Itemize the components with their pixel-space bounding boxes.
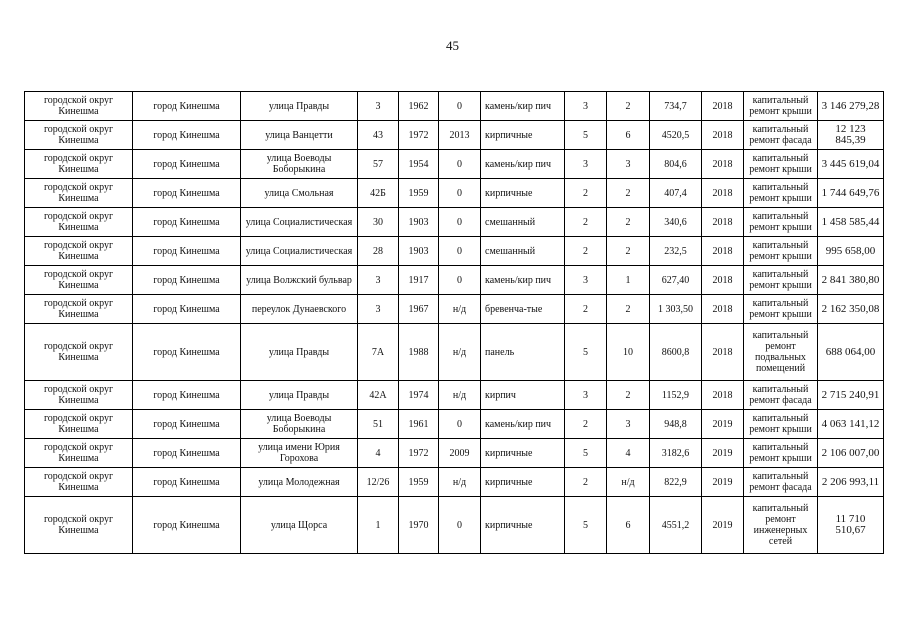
cell-house: 4 [358, 439, 399, 468]
cell-plan-year: 2018 [702, 208, 744, 237]
cell-house: 57 [358, 150, 399, 179]
cell-floors: 5 [565, 324, 607, 381]
cell-wall-material: камень/кир пич [481, 92, 565, 121]
cell-area: 3182,6 [650, 439, 702, 468]
cell-wall-material: смешанный [481, 237, 565, 266]
cell-house: 3 [358, 295, 399, 324]
cell-plan-year: 2019 [702, 439, 744, 468]
table-row [25, 439, 884, 468]
cell-street: улица Волжский бульвар [241, 266, 358, 295]
cell-area: 734,7 [650, 92, 702, 121]
cell-year-renovated: 0 [439, 208, 481, 237]
cell-settlement: город Кинешма [133, 121, 241, 150]
cell-district: городской округ Кинешма [25, 324, 133, 381]
table-row [25, 208, 884, 237]
cell-district: городской округ Кинешма [25, 266, 133, 295]
cell-cost: 1 458 585,44 [818, 208, 884, 237]
cell-area: 407,4 [650, 179, 702, 208]
cell-settlement: город Кинешма [133, 237, 241, 266]
cell-area: 232,5 [650, 237, 702, 266]
cell-year-built: 1970 [399, 497, 439, 554]
cell-entrances: 2 [607, 381, 650, 410]
cell-settlement: город Кинешма [133, 410, 241, 439]
cell-floors: 3 [565, 150, 607, 179]
cell-street: улица Смольная [241, 179, 358, 208]
cell-entrances: 2 [607, 237, 650, 266]
cell-wall-material: кирпичные [481, 179, 565, 208]
cell-house: 7А [358, 324, 399, 381]
cell-floors: 2 [565, 179, 607, 208]
cell-settlement: город Кинешма [133, 497, 241, 554]
cell-area: 1 303,50 [650, 295, 702, 324]
cell-year-renovated: 2009 [439, 439, 481, 468]
cell-work-type: капитальный ремонт фасада [744, 468, 818, 497]
cell-work-type: капитальный ремонт крыши [744, 266, 818, 295]
cell-district: городской округ Кинешма [25, 468, 133, 497]
housing-register-table [24, 91, 884, 554]
cell-settlement: город Кинешма [133, 179, 241, 208]
cell-cost: 2 841 380,80 [818, 266, 884, 295]
cell-work-type: капитальный ремонт крыши [744, 439, 818, 468]
cell-street: улица Ванцетти [241, 121, 358, 150]
cell-cost: 2 206 993,11 [818, 468, 884, 497]
cell-plan-year: 2018 [702, 150, 744, 179]
cell-street: улица Правды [241, 324, 358, 381]
cell-house: 28 [358, 237, 399, 266]
cell-year-renovated: 0 [439, 410, 481, 439]
cell-district: городской округ Кинешма [25, 410, 133, 439]
cell-entrances: 2 [607, 208, 650, 237]
cell-wall-material: кирпичные [481, 468, 565, 497]
cell-cost: 3 146 279,28 [818, 92, 884, 121]
cell-street: улица Воеводы Боборыкина [241, 150, 358, 179]
table-row [25, 497, 884, 554]
cell-work-type: капитальный ремонт крыши [744, 92, 818, 121]
cell-cost: 2 162 350,08 [818, 295, 884, 324]
cell-work-type: капитальный ремонт фасада [744, 121, 818, 150]
table-body [25, 92, 884, 554]
cell-area: 627,40 [650, 266, 702, 295]
cell-settlement: город Кинешма [133, 381, 241, 410]
cell-district: городской округ Кинешма [25, 497, 133, 554]
cell-district: городской округ Кинешма [25, 92, 133, 121]
cell-wall-material: бревенча-тые [481, 295, 565, 324]
cell-wall-material: камень/кир пич [481, 150, 565, 179]
table-row [25, 150, 884, 179]
cell-plan-year: 2019 [702, 497, 744, 554]
table-row [25, 324, 884, 381]
cell-work-type: капитальный ремонт крыши [744, 410, 818, 439]
cell-work-type: капитальный ремонт крыши [744, 237, 818, 266]
table-row [25, 179, 884, 208]
cell-floors: 5 [565, 439, 607, 468]
cell-year-built: 1961 [399, 410, 439, 439]
cell-work-type: капитальный ремонт крыши [744, 295, 818, 324]
cell-work-type: капитальный ремонт инженерных сетей [744, 497, 818, 554]
cell-street: улица Социалистическая [241, 237, 358, 266]
cell-plan-year: 2018 [702, 121, 744, 150]
cell-work-type: капитальный ремонт подвальных помещений [744, 324, 818, 381]
cell-year-built: 1917 [399, 266, 439, 295]
cell-year-renovated: н/д [439, 381, 481, 410]
cell-year-renovated: 2013 [439, 121, 481, 150]
cell-settlement: город Кинешма [133, 266, 241, 295]
cell-cost: 1 744 649,76 [818, 179, 884, 208]
cell-plan-year: 2019 [702, 468, 744, 497]
cell-year-built: 1972 [399, 439, 439, 468]
cell-year-renovated: 0 [439, 179, 481, 208]
cell-plan-year: 2018 [702, 237, 744, 266]
cell-wall-material: кирпичные [481, 439, 565, 468]
cell-cost: 688 064,00 [818, 324, 884, 381]
cell-district: городской округ Кинешма [25, 150, 133, 179]
cell-floors: 3 [565, 266, 607, 295]
cell-street: переулок Дунаевского [241, 295, 358, 324]
cell-floors: 2 [565, 208, 607, 237]
cell-area: 822,9 [650, 468, 702, 497]
cell-street: улица Воеводы Боборыкина [241, 410, 358, 439]
cell-house: 12/26 [358, 468, 399, 497]
cell-district: городской округ Кинешма [25, 121, 133, 150]
cell-wall-material: кирпичные [481, 121, 565, 150]
cell-floors: 2 [565, 468, 607, 497]
cell-work-type: капитальный ремонт крыши [744, 179, 818, 208]
cell-area: 8600,8 [650, 324, 702, 381]
cell-year-built: 1967 [399, 295, 439, 324]
cell-settlement: город Кинешма [133, 324, 241, 381]
cell-floors: 5 [565, 121, 607, 150]
cell-house: 42А [358, 381, 399, 410]
cell-year-renovated: н/д [439, 468, 481, 497]
table-row [25, 237, 884, 266]
cell-year-built: 1903 [399, 237, 439, 266]
table-row [25, 468, 884, 497]
cell-district: городской округ Кинешма [25, 381, 133, 410]
cell-settlement: город Кинешма [133, 295, 241, 324]
cell-year-built: 1974 [399, 381, 439, 410]
cell-entrances: 2 [607, 92, 650, 121]
cell-settlement: город Кинешма [133, 150, 241, 179]
cell-settlement: город Кинешма [133, 468, 241, 497]
cell-cost: 995 658,00 [818, 237, 884, 266]
cell-wall-material: кирпичные [481, 497, 565, 554]
page-number: 45 [446, 38, 459, 53]
cell-district: городской округ Кинешма [25, 295, 133, 324]
cell-year-built: 1962 [399, 92, 439, 121]
cell-entrances: 3 [607, 410, 650, 439]
cell-entrances: 10 [607, 324, 650, 381]
cell-work-type: капитальный ремонт фасада [744, 381, 818, 410]
cell-area: 948,8 [650, 410, 702, 439]
cell-floors: 3 [565, 92, 607, 121]
cell-year-built: 1988 [399, 324, 439, 381]
cell-area: 340,6 [650, 208, 702, 237]
cell-floors: 5 [565, 497, 607, 554]
cell-district: городской округ Кинешма [25, 439, 133, 468]
cell-cost: 4 063 141,12 [818, 410, 884, 439]
cell-settlement: город Кинешма [133, 208, 241, 237]
cell-year-renovated: 0 [439, 92, 481, 121]
cell-street: улица Правды [241, 381, 358, 410]
cell-entrances: 1 [607, 266, 650, 295]
cell-wall-material: кирпич [481, 381, 565, 410]
cell-area: 804,6 [650, 150, 702, 179]
cell-plan-year: 2018 [702, 381, 744, 410]
cell-year-built: 1903 [399, 208, 439, 237]
cell-settlement: город Кинешма [133, 439, 241, 468]
cell-house: 3 [358, 92, 399, 121]
cell-area: 4520,5 [650, 121, 702, 150]
table-row [25, 121, 884, 150]
table-row [25, 266, 884, 295]
cell-year-built: 1954 [399, 150, 439, 179]
table-row [25, 295, 884, 324]
cell-work-type: капитальный ремонт крыши [744, 150, 818, 179]
cell-year-renovated: 0 [439, 237, 481, 266]
cell-entrances: 3 [607, 150, 650, 179]
cell-wall-material: смешанный [481, 208, 565, 237]
cell-settlement: город Кинешма [133, 92, 241, 121]
cell-year-renovated: н/д [439, 324, 481, 381]
cell-cost: 2 106 007,00 [818, 439, 884, 468]
cell-year-renovated: 0 [439, 150, 481, 179]
cell-floors: 2 [565, 295, 607, 324]
cell-street: улица Щорса [241, 497, 358, 554]
cell-district: городской округ Кинешма [25, 208, 133, 237]
cell-plan-year: 2018 [702, 324, 744, 381]
cell-house: 3 [358, 266, 399, 295]
cell-year-built: 1972 [399, 121, 439, 150]
cell-area: 4551,2 [650, 497, 702, 554]
cell-cost: 3 445 619,04 [818, 150, 884, 179]
cell-cost: 12 123 845,39 [818, 121, 884, 150]
cell-year-renovated: н/д [439, 295, 481, 324]
cell-street: улица Социалистическая [241, 208, 358, 237]
cell-year-built: 1959 [399, 468, 439, 497]
cell-year-renovated: 0 [439, 497, 481, 554]
cell-entrances: н/д [607, 468, 650, 497]
cell-floors: 2 [565, 237, 607, 266]
cell-floors: 2 [565, 410, 607, 439]
cell-year-built: 1959 [399, 179, 439, 208]
cell-entrances: 4 [607, 439, 650, 468]
cell-plan-year: 2018 [702, 92, 744, 121]
cell-house: 51 [358, 410, 399, 439]
cell-area: 1152,9 [650, 381, 702, 410]
cell-wall-material: камень/кир пич [481, 266, 565, 295]
cell-street: улица Правды [241, 92, 358, 121]
cell-district: городской округ Кинешма [25, 179, 133, 208]
cell-house: 43 [358, 121, 399, 150]
cell-wall-material: панель [481, 324, 565, 381]
cell-entrances: 6 [607, 497, 650, 554]
cell-entrances: 6 [607, 121, 650, 150]
cell-cost: 11 710 510,67 [818, 497, 884, 554]
cell-entrances: 2 [607, 295, 650, 324]
cell-work-type: капитальный ремонт крыши [744, 208, 818, 237]
cell-plan-year: 2019 [702, 410, 744, 439]
cell-wall-material: камень/кир пич [481, 410, 565, 439]
table-row [25, 92, 884, 121]
cell-house: 30 [358, 208, 399, 237]
cell-house: 1 [358, 497, 399, 554]
cell-district: городской округ Кинешма [25, 237, 133, 266]
table-row [25, 410, 884, 439]
cell-house: 42Б [358, 179, 399, 208]
table-row [25, 381, 884, 410]
cell-street: улица Молодежная [241, 468, 358, 497]
cell-street: улица имени Юрия Горохова [241, 439, 358, 468]
cell-cost: 2 715 240,91 [818, 381, 884, 410]
cell-plan-year: 2018 [702, 266, 744, 295]
cell-entrances: 2 [607, 179, 650, 208]
cell-plan-year: 2018 [702, 295, 744, 324]
cell-plan-year: 2018 [702, 179, 744, 208]
cell-floors: 3 [565, 381, 607, 410]
cell-year-renovated: 0 [439, 266, 481, 295]
